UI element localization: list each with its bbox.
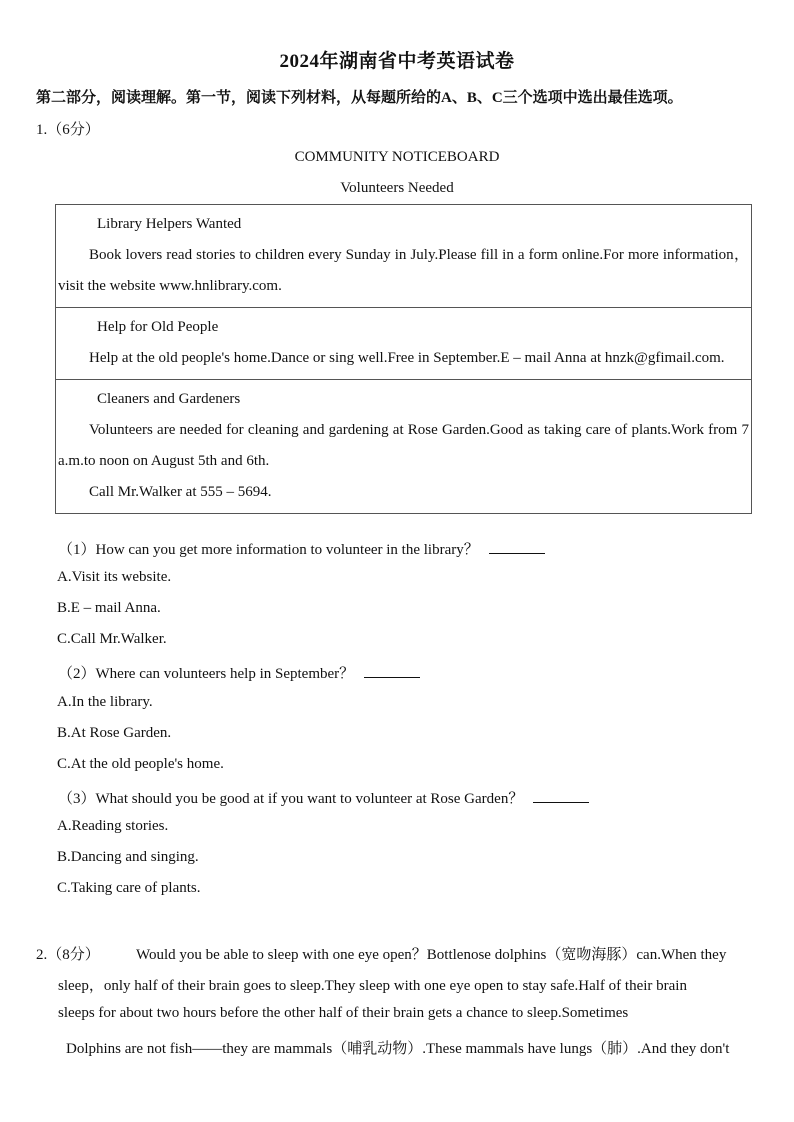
question-stem: （1）How can you get more information to volunteer in the library？	[58, 542, 479, 558]
question-1-3	[58, 787, 589, 808]
notice-item-old-people	[56, 307, 751, 379]
notice-title: COMMUNITY NOTICEBOARD	[294, 149, 500, 165]
passage-line: sleep，only half of their brain goes to sleep.They sleep with one eye open to stay safe.Half of their brain	[58, 978, 687, 994]
answer-blank[interactable]	[489, 539, 545, 554]
question-1-2	[58, 662, 420, 683]
notice-item-gardeners	[56, 379, 751, 513]
passage-line: Would you be able to sleep with one eye open？Bottlenose dolphins（宽吻海豚）can.When they	[136, 947, 727, 963]
option[interactable]: C.At the old people's home.	[57, 756, 224, 772]
option[interactable]: B.At Rose Garden.	[57, 725, 172, 741]
option[interactable]: A.In the library.	[57, 694, 153, 710]
notice-body: Book lovers read stories to children every Sunday in July.Please fill in a form online.For more information，visit the website www.hnlibrary.com.	[58, 247, 749, 294]
notice-extra: Call Mr.Walker at 555 – 5694.	[89, 484, 272, 500]
passage-line: sleeps for about two hours before the other half of their brain gets a chance to sleep.Sometimes	[58, 1005, 629, 1021]
notice-body: Help at the old people's home.Dance or sing well.Free in September.E – mail Anna at hnzk@gfimail.com.	[89, 350, 725, 366]
notice-item-library	[56, 205, 751, 307]
option[interactable]: A.Reading stories.	[57, 818, 169, 834]
notice-heading: Cleaners and Gardeners	[97, 391, 241, 407]
section-instruction: 第二部分，阅读理解。第一节，阅读下列材料，从每题所给的A、B、C三个选项中选出最佳选项。	[36, 90, 683, 106]
question-1-1	[58, 538, 545, 559]
option[interactable]: A.Visit its website.	[57, 569, 172, 585]
notice-box	[55, 204, 752, 514]
notice-body: Volunteers are needed for cleaning and gardening at Rose Garden.Good as taking care of plants.Work from 7 a.m.to noon on August 5th and 6th.	[58, 422, 749, 469]
passage-line: Dolphins are not fish——they are mammals（哺乳动物）.These mammals have lungs（肺）.And they don't	[66, 1041, 730, 1057]
question-2-number: 2.（8分）	[36, 947, 100, 963]
notice-heading: Help for Old People	[97, 319, 219, 335]
question-stem: （2）Where can volunteers help in September？	[58, 666, 355, 682]
page-title: 2024年湖南省中考英语试卷	[279, 51, 515, 72]
answer-blank[interactable]	[364, 663, 420, 678]
option[interactable]: B.Dancing and singing.	[57, 849, 199, 865]
option[interactable]: C.Taking care of plants.	[57, 880, 201, 896]
option[interactable]: C.Call Mr.Walker.	[57, 631, 167, 647]
question-1-number: 1.（6分）	[36, 122, 100, 138]
answer-blank[interactable]	[533, 788, 589, 803]
notice-subtitle: Volunteers Needed	[340, 180, 454, 196]
option[interactable]: B.E – mail Anna.	[57, 600, 161, 616]
notice-heading: Library Helpers Wanted	[97, 216, 242, 232]
question-stem: （3）What should you be good at if you want to volunteer at Rose Garden？	[58, 791, 524, 807]
